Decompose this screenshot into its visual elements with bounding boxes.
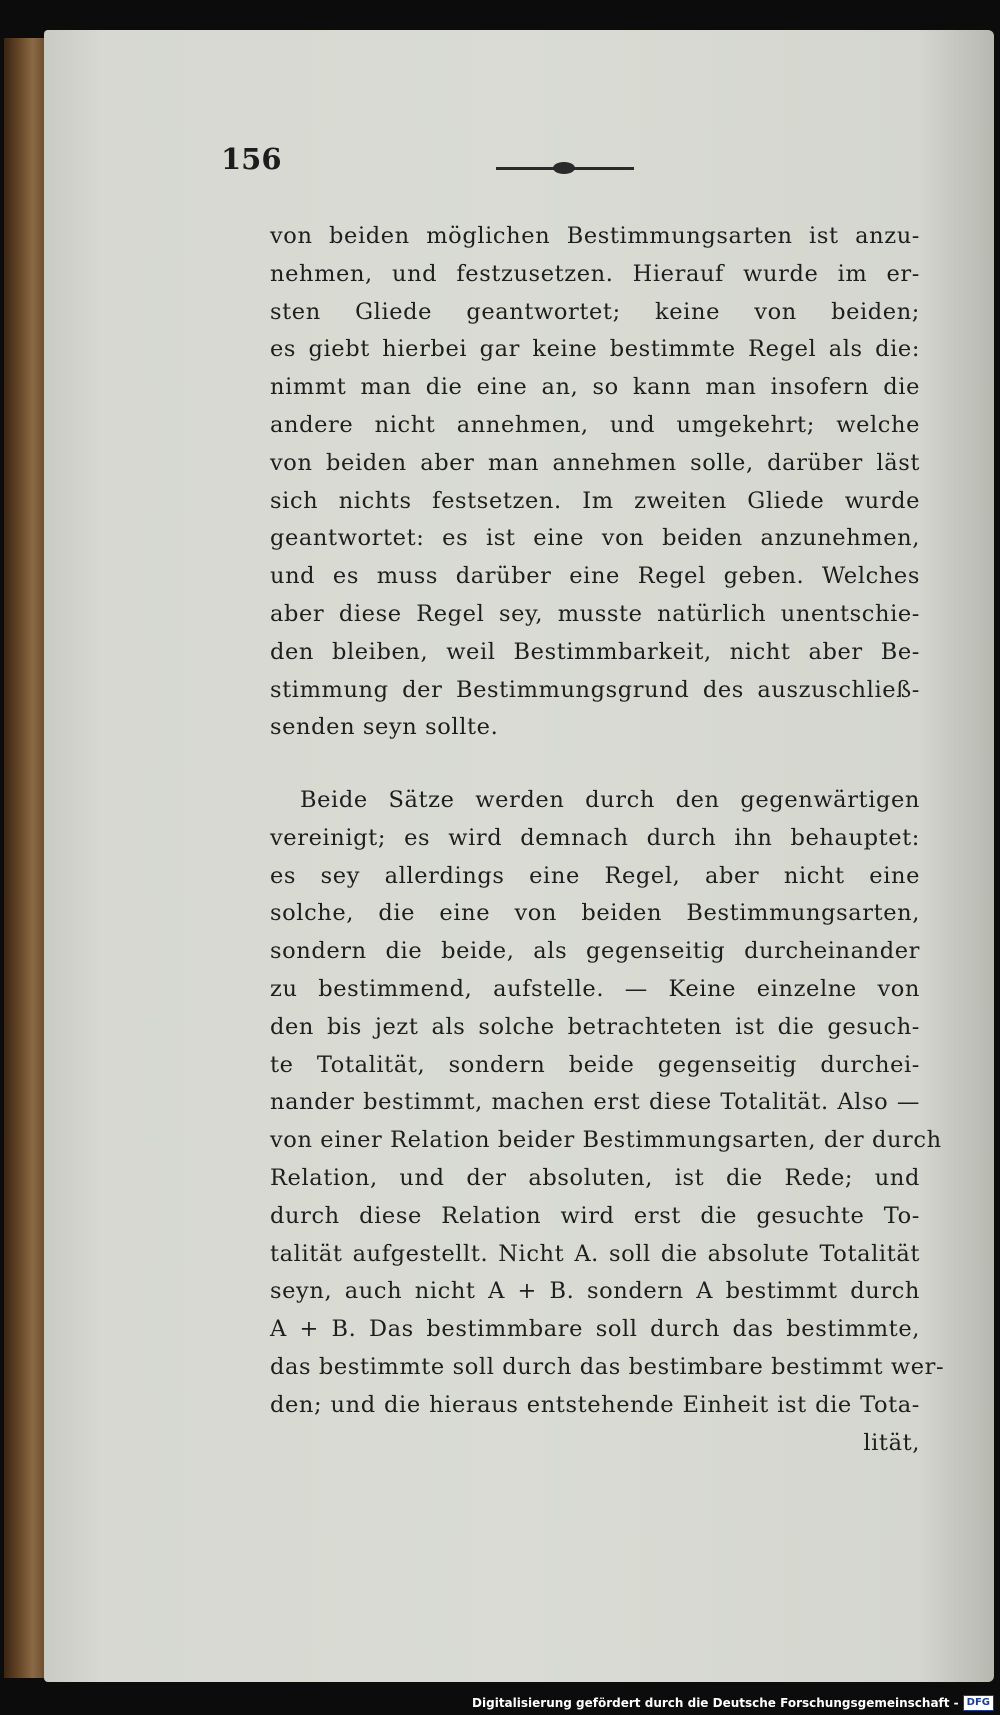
- text-line: te Totalität, sondern beide gegenseitig durchei-: [270, 1051, 920, 1078]
- text-line: es sey allerdings eine Regel, aber nicht eine: [270, 862, 920, 889]
- text-line: lität,: [863, 1429, 920, 1456]
- text-line: nimmt man die eine an, so kann man insofern die: [270, 374, 920, 401]
- text-line: es giebt hierbei gar keine bestimmte Regel als die:: [270, 336, 920, 363]
- paragraph-2: [270, 782, 945, 1462]
- text-line: den bleiben, weil Bestimmbarkeit, nicht aber Be-: [270, 638, 920, 665]
- text-line: geantwortet: es ist eine von beiden anzunehmen,: [270, 525, 920, 552]
- paragraph-1: [270, 218, 920, 747]
- text-line: sondern die beide, als gegenseitig durcheinander: [270, 938, 920, 965]
- text-line: solche, die eine von beiden Bestimmungsarten,: [270, 900, 920, 927]
- text-line: Beide Sätze werden durch den gegenwärtigen: [300, 787, 920, 813]
- text-line: von beiden möglichen Bestimmungsarten ist anzu-: [270, 223, 920, 249]
- text-line: den bis jezt als solche betrachteten ist die gesuch-: [270, 1013, 920, 1040]
- text-line: zu bestimmend, aufstelle. — Keine einzelne von: [270, 975, 920, 1002]
- text-line: nander bestimmt, machen erst diese Totalität. Also —: [270, 1089, 920, 1116]
- header-ornament-dot: [553, 162, 575, 174]
- dfg-logo: DFG: [963, 1695, 994, 1711]
- text-line: das bestimmte soll durch das bestimbare bestimmt wer-: [270, 1353, 945, 1380]
- text-line: vereinigt; es wird demnach durch ihn behauptet:: [270, 824, 920, 851]
- credit-text: Digitalisierung gefördert durch die Deutsche Forschungsgemeinschaft -: [472, 1696, 959, 1710]
- text-line: aber diese Regel sey, musste natürlich unentschie-: [270, 600, 920, 627]
- text-line: durch diese Relation wird erst die gesuchte To-: [270, 1202, 920, 1229]
- digitization-credit: [472, 1695, 994, 1711]
- text-line: nehmen, und festzusetzen. Hierauf wurde im er-: [270, 260, 920, 287]
- text-line: sten Gliede geantwortet; keine von beiden;: [270, 298, 920, 325]
- text-line: von einer Relation beider Bestimmungsarten, der durch: [270, 1127, 942, 1154]
- text-line: talität aufgestellt. Nicht A. soll die absolute Totalität: [270, 1240, 920, 1267]
- text-line: andere nicht annehmen, und umgekehrt; welche: [270, 411, 920, 438]
- text-line: Relation, und der absoluten, ist die Rede; und: [270, 1164, 920, 1191]
- text-line: senden seyn sollte.: [270, 714, 499, 741]
- text-line: und es muss darüber eine Regel geben. Welches: [270, 563, 920, 590]
- text-line: A + B. Das bestimmbare soll durch das bestimmte,: [270, 1316, 920, 1343]
- text-line: von beiden aber man annehmen solle, darüber läst: [270, 449, 920, 476]
- page-number: 156: [221, 142, 282, 176]
- text-line: sich nichts festsetzen. Im zweiten Gliede wurde: [270, 487, 920, 514]
- text-line: stimmung der Bestimmungsgrund des auszuschließ-: [270, 676, 920, 703]
- text-line: den; und die hieraus entstehende Einheit ist die Tota-: [270, 1391, 920, 1418]
- text-line: seyn, auch nicht A + B. sondern A bestimmt durch: [270, 1278, 920, 1305]
